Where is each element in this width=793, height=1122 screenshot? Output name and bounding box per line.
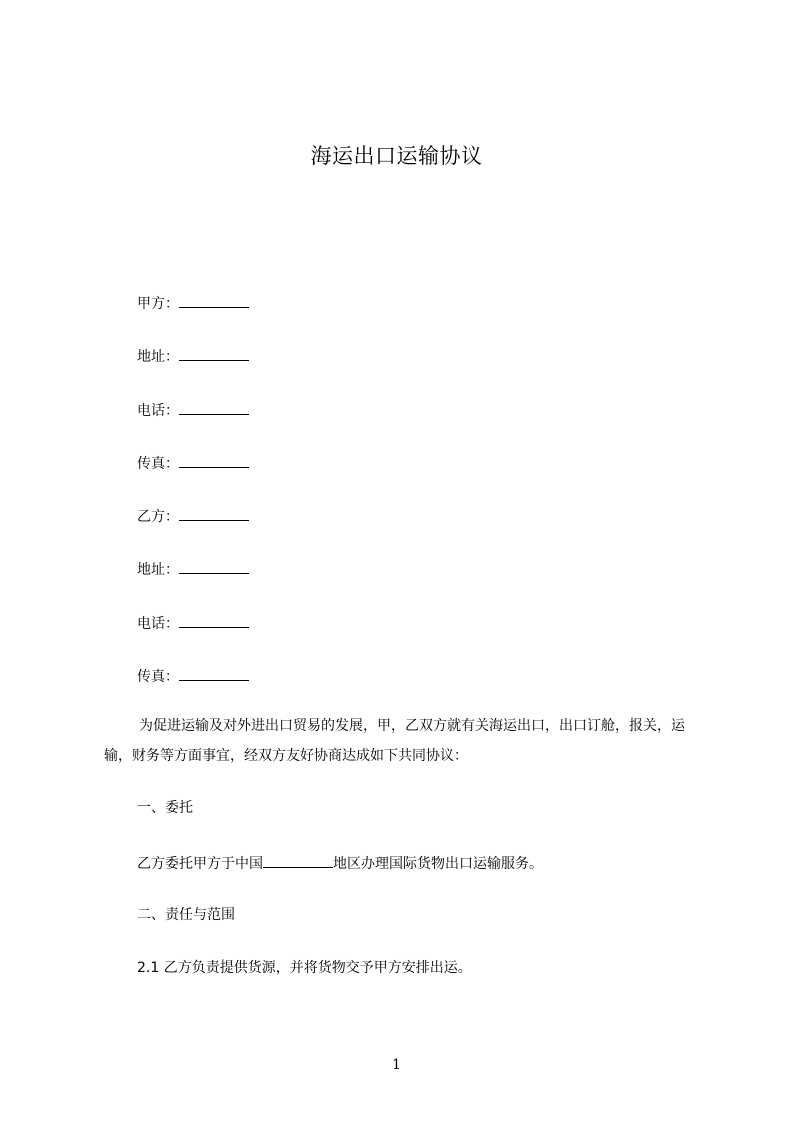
party-a-phone-field <box>137 399 249 421</box>
party-b-address-field <box>137 558 249 580</box>
party-b-fax-field <box>137 665 249 687</box>
field-label: 传真： <box>137 456 179 472</box>
party-b-name-field <box>137 505 249 527</box>
field-label: 电话： <box>137 616 179 632</box>
page-number: 1 <box>392 1057 401 1073</box>
party-a-address-field <box>137 345 249 367</box>
field-label: 电话： <box>137 403 179 419</box>
blank-underline <box>179 505 249 521</box>
blank-underline <box>179 345 249 361</box>
field-label: 地址： <box>137 349 179 365</box>
field-label: 甲方： <box>137 296 179 312</box>
document-title: 海运出口运输协议 <box>310 144 483 168</box>
section1-heading: 一、委托 <box>137 800 193 816</box>
clause-2-1: 2.1 乙方负责提供货源，并将货物交予甲方安排出运。 <box>137 960 472 976</box>
section1-text <box>137 852 543 874</box>
field-label: 乙方： <box>137 509 179 525</box>
party-a-name-field <box>137 292 249 314</box>
blank-underline <box>179 665 249 681</box>
field-label: 传真： <box>137 669 179 685</box>
section2-heading: 二、责任与范围 <box>137 907 235 923</box>
section1-text-after: 地区办理国际货物出口运输服务。 <box>333 856 543 872</box>
field-label: 地址： <box>137 562 179 578</box>
blank-underline <box>179 558 249 574</box>
blank-underline <box>179 452 249 468</box>
blank-underline <box>179 399 249 415</box>
party-a-fax-field <box>137 452 249 474</box>
blank-underline <box>179 292 249 308</box>
blank-underline <box>179 612 249 628</box>
party-b-phone-field <box>137 612 249 634</box>
blank-underline <box>263 852 333 868</box>
intro-paragraph: 为促进运输及对外进出口贸易的发展，甲，乙双方就有关海运出口，出口订舱，报关，运输，财务等方面事宜，经双方友好协商达成如下共同协议： <box>104 718 685 764</box>
section1-text-before: 乙方委托甲方于中国 <box>137 856 263 872</box>
